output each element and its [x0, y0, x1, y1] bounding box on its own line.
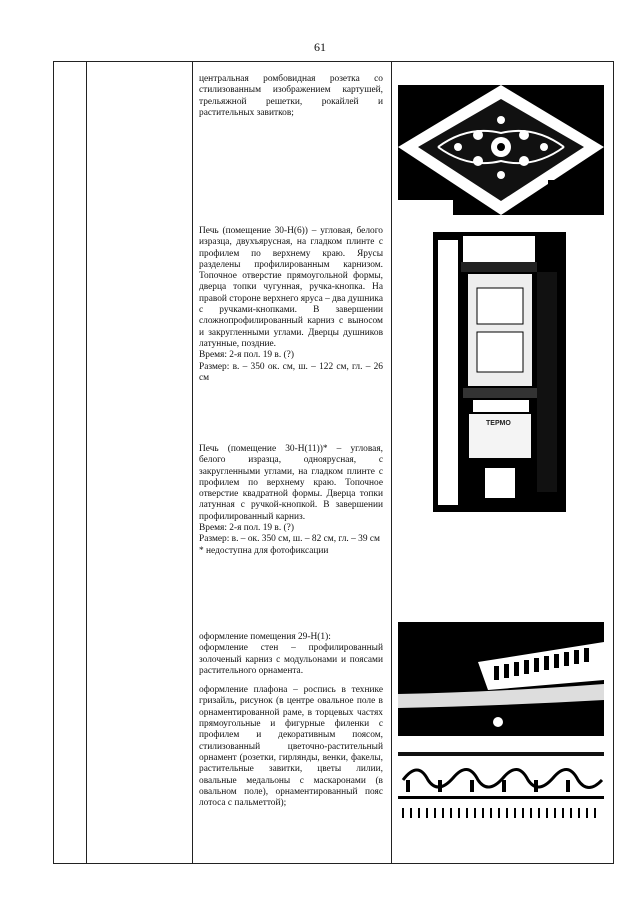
- page-number: 61: [314, 40, 326, 54]
- entry-room-29-n1: [199, 632, 383, 809]
- entry-size: Размер: в. – ок. 350 см, ш. – 82 см, гл. – 39 см: [199, 534, 380, 545]
- entry-heading: оформление помещения 29-Н(1):: [199, 632, 331, 642]
- stove-sign-text: ТЕРМО: [486, 420, 511, 427]
- entry-paragraph: Печь (помещение 30-Н(11))* – угловая, белого изразца, одноярусная, с закругленными углами, на гладком плинте с профилем по верхнему краю. Топочное отверстие квадратной формы. Дверца топки латунная с ручкой-кнопкой. В завершении профилированный карниз.: [199, 444, 383, 522]
- column-divider: [391, 62, 392, 863]
- entry-paragraph: оформление плафона – роспись в технике гризайль, рисунок (в центре овальное поле в орнаментированной раме, в торцевых частях прямоугольные и фигурные филенки с профилем и декоративным поясом, стилизованный цветочно-растительный орнамент (розетки, гирлянды, венки, факелы, растительные завитки, цветы лилии, овальные медальоны с маскаронами (в овальном поле), орнаментированный пояс лотоса с пальметтой);: [199, 685, 383, 809]
- stove-photo: [433, 232, 566, 512]
- entry-stove-30-n6: [199, 226, 383, 384]
- rosette-photo: [398, 85, 604, 215]
- entry-rosette: [199, 74, 383, 119]
- cornice-photo: [398, 622, 604, 736]
- entry-note: * недоступна для фотофиксации: [199, 545, 329, 556]
- entry-paragraph: оформление стен – профилированный золоченый карниз с модульонами и поясами растительного орнамента.: [199, 643, 383, 676]
- entry-stove-30-n11: [199, 444, 383, 557]
- entry-paragraph: центральная ромбовидная розетка со стилизованным изображением картушей, трельяжной решетки, рокайлей и растительных завитков;: [199, 74, 383, 118]
- column-divider: [86, 62, 87, 863]
- entry-date: Время: 2-я пол. 19 в. (?): [199, 350, 294, 361]
- entry-paragraph: Печь (помещение 30-Н(6)) – угловая, белого изразца, двухъярусная, на гладком плинте с профилем по верхнему краю. Ярусы разделены профилированным карнизом. Топочное отверстие прямоугольной формы, дверца топки чугунная, ручка-кнопка. На правой стороне верхнего яруса – два душника с ручками-кнопками. В завершении сложнопрофилированный карниз с выносом и закругленными углами. Дверцы душников латунные, поздние.: [199, 226, 383, 349]
- entry-size: Размер: в. – 350 ок. см, ш. – 122 см, гл. – 26 см: [199, 361, 383, 383]
- column-divider: [192, 62, 193, 863]
- entry-date: Время: 2-я пол. 19 в. (?): [199, 523, 294, 534]
- frieze-photo: [398, 750, 604, 826]
